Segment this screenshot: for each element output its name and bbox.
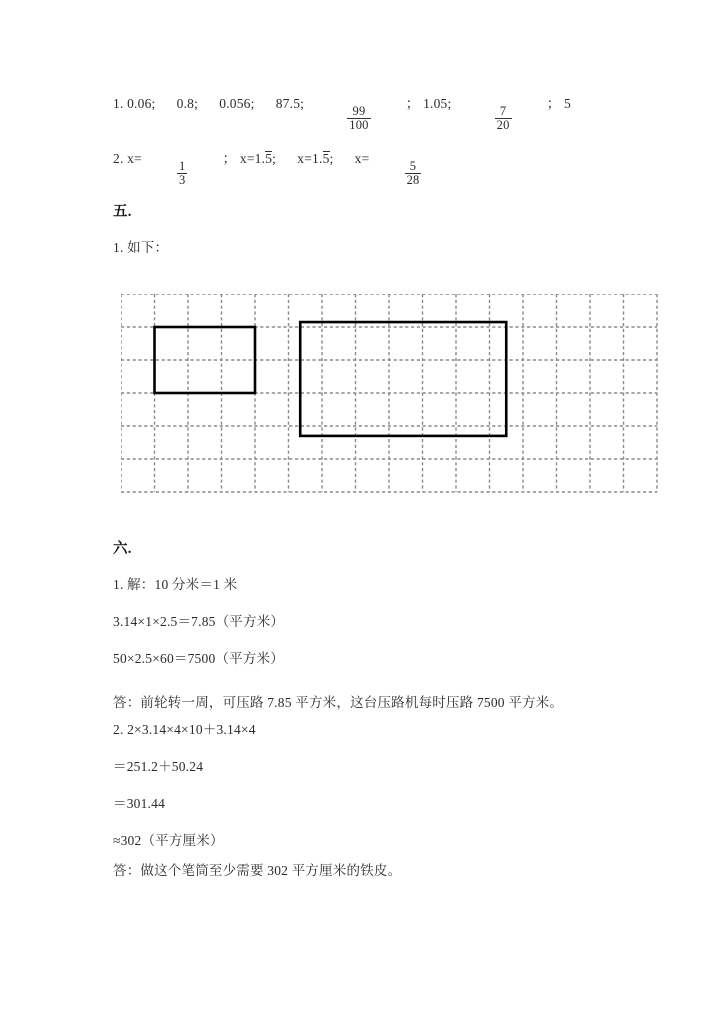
equation-x-label-4: x=: [354, 151, 370, 166]
fraction-denominator: 28: [406, 173, 420, 187]
fraction-1-over-3: [177, 160, 187, 187]
section-six-line-6: ＝251.2＋50.24: [113, 759, 204, 774]
fraction-numerator: 5: [409, 158, 417, 173]
fraction-numerator: 1: [179, 158, 186, 173]
equation-value-3-suffix: ;: [329, 151, 334, 166]
equation-x-label-1: x=: [127, 151, 142, 166]
answer-line-fill-in: [113, 95, 571, 132]
equation-value-2-prefix: x=1.: [239, 151, 266, 166]
equation-separator-1: ；: [222, 151, 237, 166]
fraction-denominator: 3: [179, 173, 186, 187]
answer-value-2: 0.8;: [176, 96, 199, 111]
grid-figure-svg: [121, 294, 658, 493]
section-six-line-8: ≈302（平方厘米）: [113, 833, 224, 848]
fraction-numerator: 99: [352, 103, 366, 118]
answer-separator-2: ；: [546, 96, 561, 111]
repeating-digit-overline: 5: [265, 151, 273, 166]
section-six-line-9: 答：做这个笔筒至少需要 302 平方厘米的铁皮。: [113, 863, 402, 878]
answer-value-1: 0.06;: [127, 96, 156, 111]
fraction-denominator: 100: [349, 118, 369, 132]
section-six-line-4: 答：前轮转一周，可压路 7.85 平方米，这台压路机每时压路 7500 平方米。: [113, 695, 564, 710]
section-six-line-1: 1. 解：10 分米＝1 米: [113, 577, 238, 592]
equation-value-2-suffix: ;: [272, 151, 277, 166]
answer-value-4: 87.5;: [275, 96, 305, 111]
section-six-line-2: 3.14×1×2.5＝7.85（平方米）: [113, 614, 285, 629]
answer-value-5: 1.05;: [423, 96, 452, 111]
answer-value-3: 0.056;: [219, 96, 255, 111]
grid-rectangles: [155, 322, 507, 436]
grid-figure: [121, 294, 658, 493]
section-six-line-5: 2. 2×3.14×4×10＋3.14×4: [113, 722, 256, 737]
section-heading-six: 六.: [113, 541, 132, 557]
equation-line-number: 2.: [113, 151, 124, 166]
section-heading-five: 五.: [113, 204, 132, 220]
section-six-line-3: 50×2.5×60＝7500（平方米）: [113, 651, 284, 666]
answer-line-equations: [113, 150, 423, 187]
fraction-5-over-28: [405, 160, 422, 187]
section-six-line-7: ＝301.44: [113, 796, 166, 811]
fraction-99-over-100: [347, 105, 370, 132]
answer-line-number: 1.: [113, 96, 124, 111]
answer-separator-1: ；: [405, 96, 420, 111]
answer-value-6: 5: [563, 96, 571, 111]
fraction-7-over-20: [495, 105, 512, 132]
fraction-numerator: 7: [499, 103, 507, 118]
large-rectangle: [300, 322, 506, 436]
section-five-item-1: 1. 如下：: [113, 240, 169, 255]
repeating-digit-overline: 5: [322, 151, 330, 166]
equation-value-3-prefix: x=1.: [297, 151, 323, 166]
fraction-denominator: 20: [496, 118, 510, 132]
